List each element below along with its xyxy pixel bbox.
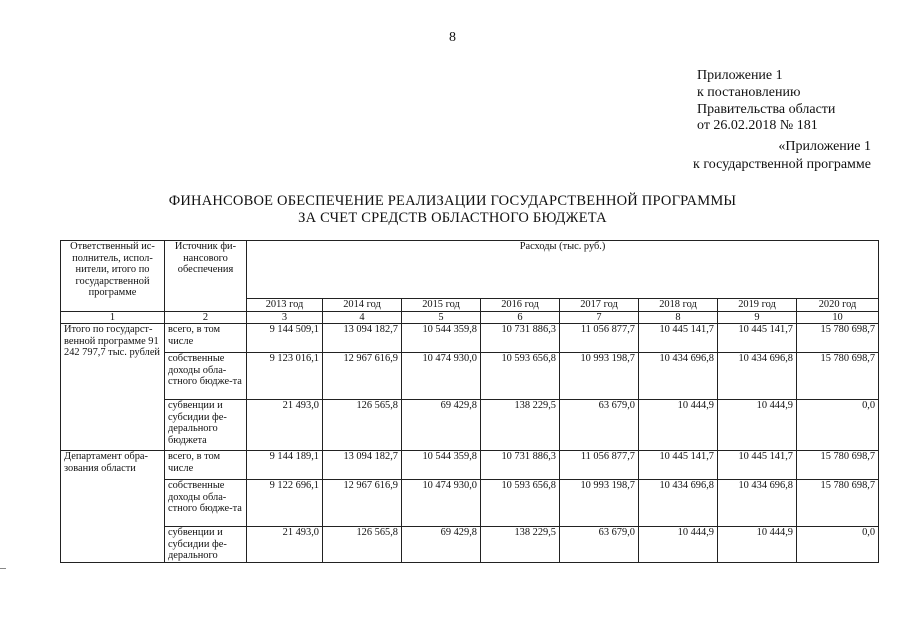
column-number: 5 [402, 311, 481, 324]
table-row [61, 527, 879, 563]
header-source: Источник фи-нансового обеспечения [165, 241, 247, 312]
column-number: 9 [718, 311, 797, 324]
appendix-line: от 26.02.2018 № 181 [697, 118, 818, 134]
value-cell: 63 679,0 [560, 400, 639, 451]
page-number: 8 [449, 30, 456, 45]
value-cell: 10 445 141,7 [718, 451, 797, 480]
scan-edge-mark [0, 568, 6, 569]
value-cell: 12 967 616,9 [323, 480, 402, 527]
value-cell: 21 493,0 [247, 527, 323, 563]
value-cell: 10 445 141,7 [718, 324, 797, 353]
value-cell: 138 229,5 [481, 400, 560, 451]
value-cell: 10 445 141,7 [639, 324, 718, 353]
header-year: 2018 год [639, 299, 718, 312]
responsible-cell: Департамент обра-зования области [61, 451, 165, 563]
header-responsible: Ответственный ис-полнитель, испол-нители, итого по государственной программе [61, 241, 165, 312]
value-cell: 10 444,9 [639, 527, 718, 563]
value-cell: 63 679,0 [560, 527, 639, 563]
column-number: 3 [247, 311, 323, 324]
column-number: 10 [797, 311, 879, 324]
source-cell: субвенции и субсидии фе-дерального [165, 527, 247, 563]
value-cell: 13 094 182,7 [323, 451, 402, 480]
source-cell: всего, в том числе [165, 451, 247, 480]
value-cell: 9 122 696,1 [247, 480, 323, 527]
value-cell: 15 780 698,7 [797, 353, 879, 400]
value-cell: 9 144 509,1 [247, 324, 323, 353]
source-cell: всего, в том числе [165, 324, 247, 353]
header-year: 2019 год [718, 299, 797, 312]
header-expenses: Расходы (тыс. руб.) [247, 241, 879, 299]
value-cell: 10 444,9 [718, 527, 797, 563]
document-title-line: ФИНАНСОВОЕ ОБЕСПЕЧЕНИЕ РЕАЛИЗАЦИИ ГОСУДАРСТВЕННОЙ ПРОГРАММЫ [168, 193, 737, 209]
value-cell: 10 434 696,8 [718, 480, 797, 527]
column-number: 2 [165, 311, 247, 324]
header-year: 2015 год [402, 299, 481, 312]
source-cell: собственные доходы обла-стного бюдже-та [165, 480, 247, 527]
value-cell: 10 434 696,8 [639, 353, 718, 400]
financing-table [60, 240, 879, 563]
source-cell: субвенции и субсидии фе-дерального бюджета [165, 400, 247, 451]
value-cell: 10 731 886,3 [481, 324, 560, 353]
value-cell: 10 731 886,3 [481, 451, 560, 480]
value-cell: 9 144 189,1 [247, 451, 323, 480]
table-row [61, 451, 879, 480]
value-cell: 10 993 198,7 [560, 353, 639, 400]
column-number: 7 [560, 311, 639, 324]
value-cell: 10 434 696,8 [718, 353, 797, 400]
header-year: 2013 год [247, 299, 323, 312]
value-cell: 15 780 698,7 [797, 451, 879, 480]
value-cell: 69 429,8 [402, 527, 481, 563]
appendix-block [697, 68, 835, 135]
appendix-program-block [693, 138, 871, 174]
table-row [61, 400, 879, 451]
value-cell: 10 593 656,8 [481, 480, 560, 527]
column-number: 6 [481, 311, 560, 324]
value-cell: 21 493,0 [247, 400, 323, 451]
header-year: 2017 год [560, 299, 639, 312]
value-cell: 9 123 016,1 [247, 353, 323, 400]
value-cell: 10 544 359,8 [402, 324, 481, 353]
value-cell: 11 056 877,7 [560, 324, 639, 353]
value-cell: 15 780 698,7 [797, 324, 879, 353]
source-cell: собственные доходы обла-стного бюдже-та [165, 353, 247, 400]
header-year: 2014 год [323, 299, 402, 312]
header-year: 2020 год [797, 299, 879, 312]
value-cell: 10 444,9 [718, 400, 797, 451]
value-cell: 0,0 [797, 400, 879, 451]
value-cell: 13 094 182,7 [323, 324, 402, 353]
value-cell: 12 967 616,9 [323, 353, 402, 400]
table-row [61, 324, 879, 353]
value-cell: 126 565,8 [323, 527, 402, 563]
header-year: 2016 год [481, 299, 560, 312]
table-row [61, 353, 879, 400]
value-cell: 10 434 696,8 [639, 480, 718, 527]
responsible-cell: Итого по государст-венной программе 91 242 797,7 тыс. рублей [61, 324, 165, 451]
value-cell: 0,0 [797, 527, 879, 563]
value-cell: 10 445 141,7 [639, 451, 718, 480]
appendix-line: Приложение 1 [697, 68, 783, 83]
value-cell: 126 565,8 [323, 400, 402, 451]
appendix-program-line: к государственной программе [693, 157, 871, 172]
value-cell: 10 474 930,0 [402, 353, 481, 400]
appendix-program-line: «Приложение 1 [778, 139, 871, 154]
document-title-line: ЗА СЧЕТ СРЕДСТВ ОБЛАСТНОГО БЮДЖЕТА [298, 210, 607, 226]
column-number: 1 [61, 311, 165, 324]
value-cell: 10 593 656,8 [481, 353, 560, 400]
value-cell: 10 544 359,8 [402, 451, 481, 480]
appendix-line: к постановлению [697, 84, 801, 100]
value-cell: 10 444,9 [639, 400, 718, 451]
value-cell: 10 474 930,0 [402, 480, 481, 527]
table-row [61, 480, 879, 527]
column-number: 8 [639, 311, 718, 324]
column-number: 4 [323, 311, 402, 324]
value-cell: 138 229,5 [481, 527, 560, 563]
value-cell: 10 993 198,7 [560, 480, 639, 527]
value-cell: 69 429,8 [402, 400, 481, 451]
document-title [0, 193, 905, 227]
value-cell: 15 780 698,7 [797, 480, 879, 527]
appendix-line: Правительства области [697, 101, 836, 117]
value-cell: 11 056 877,7 [560, 451, 639, 480]
